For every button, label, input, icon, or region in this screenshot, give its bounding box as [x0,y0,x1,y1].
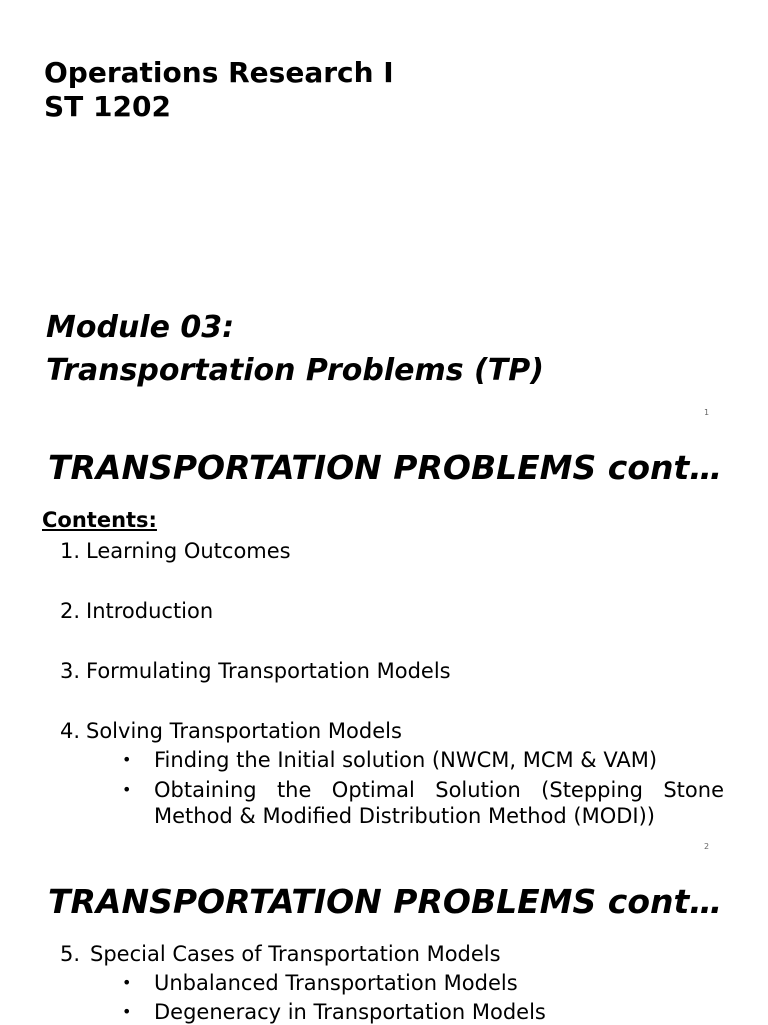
contents-item-4 [60,718,402,744]
sub-item-2 [122,777,724,829]
page-number-2: 2 [704,842,710,851]
module-label: Module 03: [46,310,235,345]
item-number: 2. [60,599,81,623]
bullet-icon: • [122,780,132,799]
sub-item-4 [122,999,728,1025]
item-text: Learning Outcomes [86,539,291,563]
sub-item-text: Unbalanced Transportation Models [154,971,518,995]
sub-item-text: Degeneracy in Transportation Models [154,1000,546,1024]
sub-item-3 [122,970,728,996]
bullet-icon: • [122,750,132,769]
item-number: 5. [60,942,81,966]
item-text: Introduction [86,599,214,623]
sub-item-1 [122,747,728,773]
course-title: Operations Research I [44,56,394,89]
item-number: 1. [60,539,81,563]
contents-item-5 [60,941,501,967]
sub-item-text: Finding the Initial solution (NWCM, MCM & VAM) [154,748,658,772]
contents-item-3 [60,658,451,684]
slide-2-heading: TRANSPORTATION PROBLEMS cont… [48,448,723,487]
slide-3-heading: TRANSPORTATION PROBLEMS cont… [48,882,723,921]
item-text: Formulating Transportation Models [86,659,451,683]
course-code: ST 1202 [44,90,171,123]
item-number: 4. [60,719,81,743]
item-number: 3. [60,659,81,683]
item-text: Solving Transportation Models [86,719,402,743]
module-title-block [46,306,544,392]
contents-item-1 [60,538,291,564]
page-number-1: 1 [704,408,710,417]
item-text: Special Cases of Transportation Models [90,942,501,966]
contents-label: Contents: [42,508,157,532]
bullet-icon: • [122,973,132,992]
course-title-block [44,56,394,124]
sub-item-text: Obtaining the Optimal Solution (Stepping Stone Method & Modified Distribution Method (MODI)) [154,778,724,828]
bullet-icon: • [122,1002,132,1021]
module-title: Transportation Problems (TP) [46,353,544,388]
contents-item-2 [60,598,213,624]
